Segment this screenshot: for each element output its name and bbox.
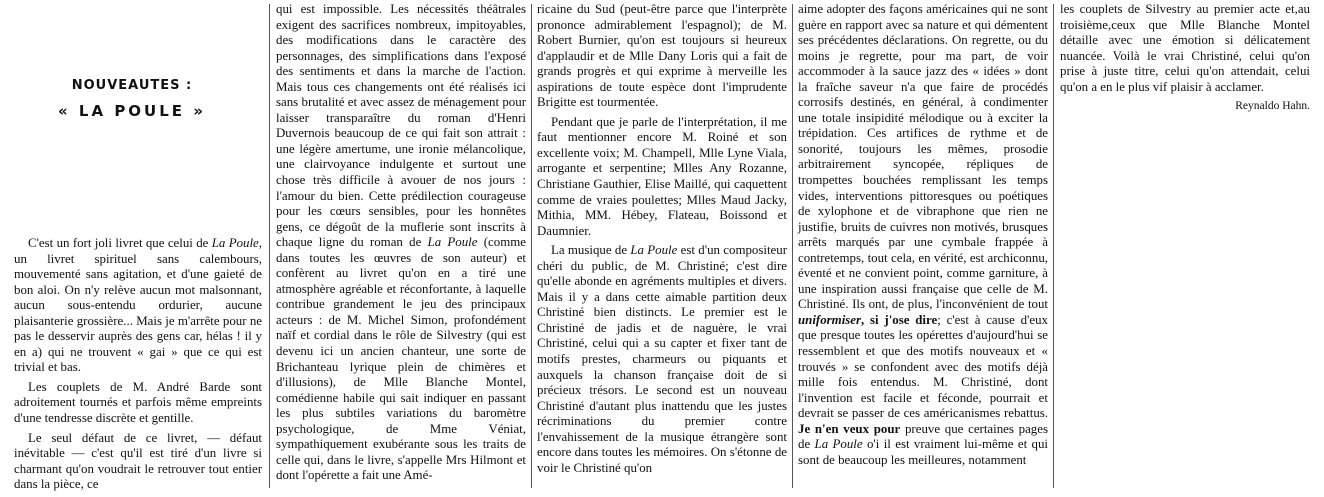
- paragraph: qui est impossible. Les nécessités théâtrales exigent des sacrifices nombreux, impitoyables, des modifications dans le caractère des personnages, des simplifications dans l'exposé des sentiments et dans la marche de l'action. Mais tous ces changements ont été réalisés ici sans brutalité et avec assez de ménagement pour laisser transparaître du roman d'Henri Duvernois beaucoup de ce qui fait son attrait : une légère amertume, une ironie mélancolique, une clairvoyance indulgente et surtout une chose très difficile à avouer de nos jours : l'amour du bien. Cette prédilection courageuse pour les cœurs sensibles, pour les honnêtes gens, ce dégoût de la muflerie sont inscrits à chaque ligne du roman de La Poule (comme dans toutes les œuvres de son auteur) et confèrent au livret qu'on en a tiré une atmosphère agréable et réconfortante, à laquelle contribue grandement le jeu des principaux acteurs : de M. Michel Simon, profondément naïf et cordial dans le rôle de Silvestry (qui est devenu ici un ancien chanteur, une sorte de Brichanteau lyrique plein de chimères et d'illusions), de Mlle Blanche Montel, comédienne habile qui sait indiquer en passant les plus subtiles variations du baromètre psychologique, de Mme Véniat, sympathiquement exubérante sous les traits de celle qui, dans le livre, s'appelle Mrs Hilmont et dont l'opérette a fait une Amé-: [276, 2, 526, 483]
- paragraph: les couplets de Silvestry au premier acte et,au troisième,ceux que Mlle Blanche Montel détaille avec une émotion si délicatement nuancée. Voilà le vrai Christiné, celui qu'on prise à juste titre, celui qu'on attendait, celui qu'on a en le plus vif plaisir à acclamer.: [1060, 2, 1310, 94]
- headline-section: NOUVEAUTES :: [71, 78, 193, 93]
- paragraph: ricaine du Sud (peut-être parce que l'interprète prononce admirablement l'espagnol); de M. Robert Burnier, qu'on est toujours si heureux d'applaudir et de Mlle Dany Loris qui a fait de grands progrès et qui exprime à merveille les aspirations de toute espèce dont l'imprudente Brigitte est tourmentée.: [537, 2, 787, 110]
- paragraph: La musique de La Poule est d'un compositeur chéri du public, de M. Christiné; c'est dire qu'elle abonde en agréments multiples et divers. Mais il y a dans cette aimable partition deux Christiné bien distincts. Le premier est le Christiné de jadis et de naguère, le vrai Christiné, celui qui a su capter et fixer tant de motifs prestes, charmeurs ou piquants et auxquels la chanson française doit de si précieux trésors. Le second est un nouveau Christiné d'autant plus inattendu que les justes récriminations du premier contre l'envahissement de la musique étrangère sont encore dans toutes les mémoires. On s'étonne de voir le Christiné qu'on: [537, 243, 787, 475]
- column-rule: [269, 4, 270, 488]
- paragraph: Les couplets de M. André Barde sont adroitement tournés et parfois même empreints d'une tendresse discrète et gentille.: [14, 379, 262, 426]
- paragraph: Le seul défaut de ce livret, — défaut inévitable — c'est qu'il est tiré d'un livre si charmant qu'on voudrait le retrouver tout entier dans la pièce, ce: [14, 430, 262, 492]
- paragraph: Pendant que je parle de l'interprétation, il me faut mentionner encore M. Roiné et son excellente voix; M. Champell, Mlle Lyne Viala, arrogante et serpentine; Mlles Any Rozanne, Christiane Gauthier, Elise Maillé, qui caquettent comme de vraies poulettes; Mlles Maud Jacky, Mithia, MM. Hébey, Flateau, Boissond et Daumnier.: [537, 114, 787, 238]
- paragraph: C'est un fort joli livret que celui de La Poule, un livret spirituel sans calembours, mouvementé sans agitation, et d'une gaieté de bon aloi. On n'y relève aucun mot malsonnant, aucun sous-entendu ordurier, aucune plaisanterie grossière... Mais je m'arrête pour ne pas le desservir auprès des gens car, hélas ! il y en a) qui ne trouvent « gai » que ce qui est trivial et bas.: [14, 236, 262, 375]
- column-4: [798, 2, 1048, 472]
- column-2: [276, 2, 526, 488]
- column-rule: [531, 4, 532, 488]
- column-rule: [1053, 4, 1054, 488]
- paragraph: aime adopter des façons américaines qui ne sont guère en rapport avec sa nature et qui démentent ses précédentes déclarations. On regrette, ou du moins je regrette, pour ma part, de voir accommoder à la sauce jazz des « idées » dont la fraîche saveur n'a que faire de procédés corrosifs destinés, en général, à condimenter une totale insipidité mélodique ou à exciter la trépidation. Ces artifices de rythme et de sonorité, toujours les mêmes, prosodie arbitrairement syncopée, répliques de trompettes bouchées remplissant les temps vides, interventions pittoresques ou poétiques de xylophone et de vibraphone que rien ne justifie, bruits de cuivres non motivés, brusques arrêts marqués par une cymbale frappée à contretemps, tout cela, en vérité, est archiconnu, éventé et ne convient point, comme garniture, à une inspiration aussi française que celle de M. Christiné. Ils ont, de plus, l'inconvénient de tout uniformiser, si j'ose dire; c'est à cause d'eux que presque toutes les opérettes d'aujourd'hui se ressemblent et que des motifs nouveaux et « trouvés » se confondent avec des motifs déjà mille fois entendus. M. Christiné, dont l'invention est facile et féconde, pourrait et devrait se passer de ces américanismes rebattus. Je n'en veux pour preuve que certaines pages de La Poule o'i il est vraiment lui-même et qui sont de beaucoup les meilleures, notamment: [798, 2, 1049, 467]
- author-signature: Reynaldo Hahn.: [1235, 100, 1310, 113]
- column-rule: [792, 4, 793, 488]
- column-1: [14, 236, 262, 497]
- column-3: [537, 2, 787, 480]
- headline-title: « LA POULE »: [58, 102, 206, 120]
- column-5: [1060, 2, 1310, 119]
